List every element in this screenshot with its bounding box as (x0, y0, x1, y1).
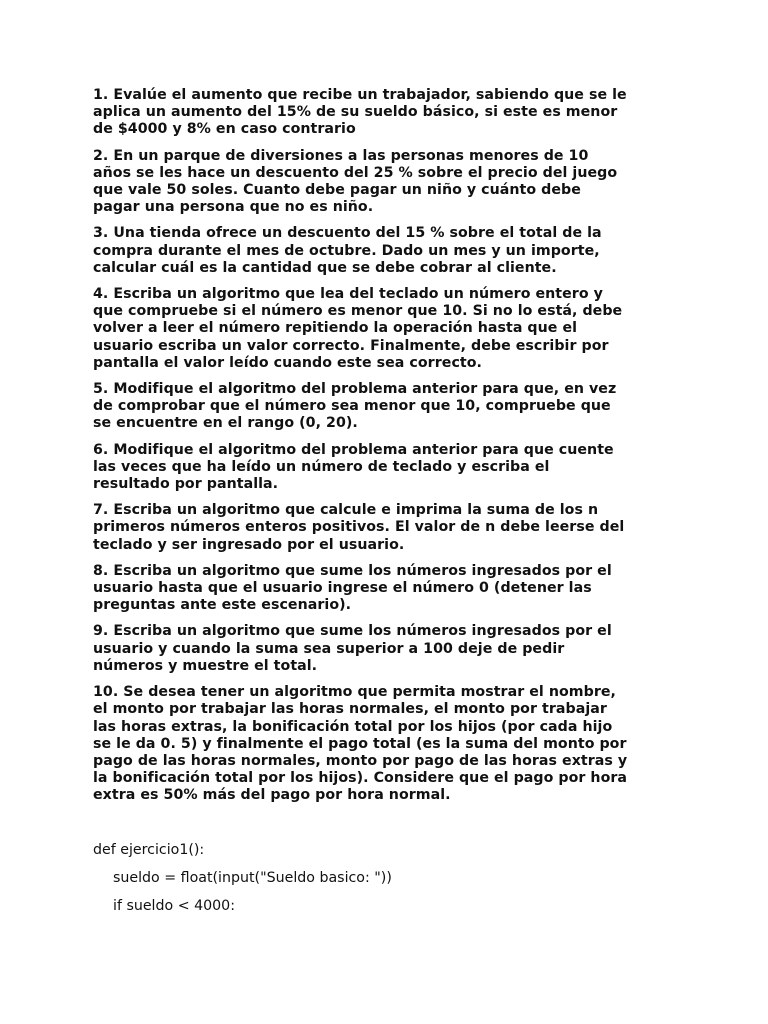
exercise-9: 9. Escriba un algoritmo que sume los números ingresados por el usuario y cuando la suma sea superior a 100 deje de pedir números y muestre el total. (93, 623, 612, 674)
code-snippet (93, 840, 683, 924)
exercise-8: 8. Escriba un algoritmo que sume los números ingresados por el usuario hasta que el usuario ingrese el número 0 (detener las preguntas ante este escenario). (93, 562, 612, 614)
exercise-7: 7. Escriba un algoritmo que calcule e imprima la suma de los n primeros números enteros positivos. El valor de n debe leerse del teclado y ser ingresado por el usuario. (93, 502, 625, 553)
code-line-sueldo: sueldo = float(input("Sueldo basico: ")) (113, 870, 392, 886)
exercise-3: 3. Una tienda ofrece un descuento del 15 % sobre el total de la compra durante el mes de octubre. Dado un mes y un importe, calcular cuál es la cantidad que se debe cobrar al cliente. (93, 225, 602, 276)
exercise-4: 4. Escriba un algoritmo que lea del teclado un número entero y que compruebe si el número es menor que 10. Si no lo está, debe volver a leer el número repitiendo la operación hasta que el usuario escriba un valor correcto. Finalmente, debe escribir por pantalla el valor leído cuando este sea correcto. (93, 286, 623, 371)
code-line-if: if sueldo < 4000: (113, 898, 235, 914)
code-line-def: def ejercicio1(): (93, 842, 205, 858)
exercise-1: 1. Evalúe el aumento que recibe un trabajador, sabiendo que se le aplica un aumento del 15% de su sueldo básico, si este es menor de $4000 y 8% en caso contrario (93, 87, 627, 138)
exercise-10: 10. Se desea tener un algoritmo que permita mostrar el nombre, el monto por trabajar las horas normales, el monto por trabajar las horas extras, la bonificación total por los hijos (por cada hijo se le da 0. 5) y finalmente el pago total (es la suma del monto por pago de las horas normales, monto por pago de las horas extras y la bonificación total por los hijos). Considere que el pago por hora extra es 50% más del pago por hora normal. (93, 684, 628, 804)
exercise-6: 6. Modifique el algoritmo del problema anterior para que cuente las veces que ha leído un número de teclado y escriba el resultado por pantalla. (93, 441, 614, 493)
exercise-2: 2. En un parque de diversiones a las personas menores de 10 años se les hace un descuento del 25 % sobre el precio del juego que vale 50 soles. Cuanto debe pagar un niño y cuánto debe pagar una persona que no es niño. (93, 147, 618, 216)
exercise-5: 5. Modifique el algoritmo del problema anterior para que, en vez de comprobar que el número sea menor que 10, compruebe que se encuentre en el rango (0, 20). (93, 381, 617, 432)
exercise-list (93, 87, 683, 814)
